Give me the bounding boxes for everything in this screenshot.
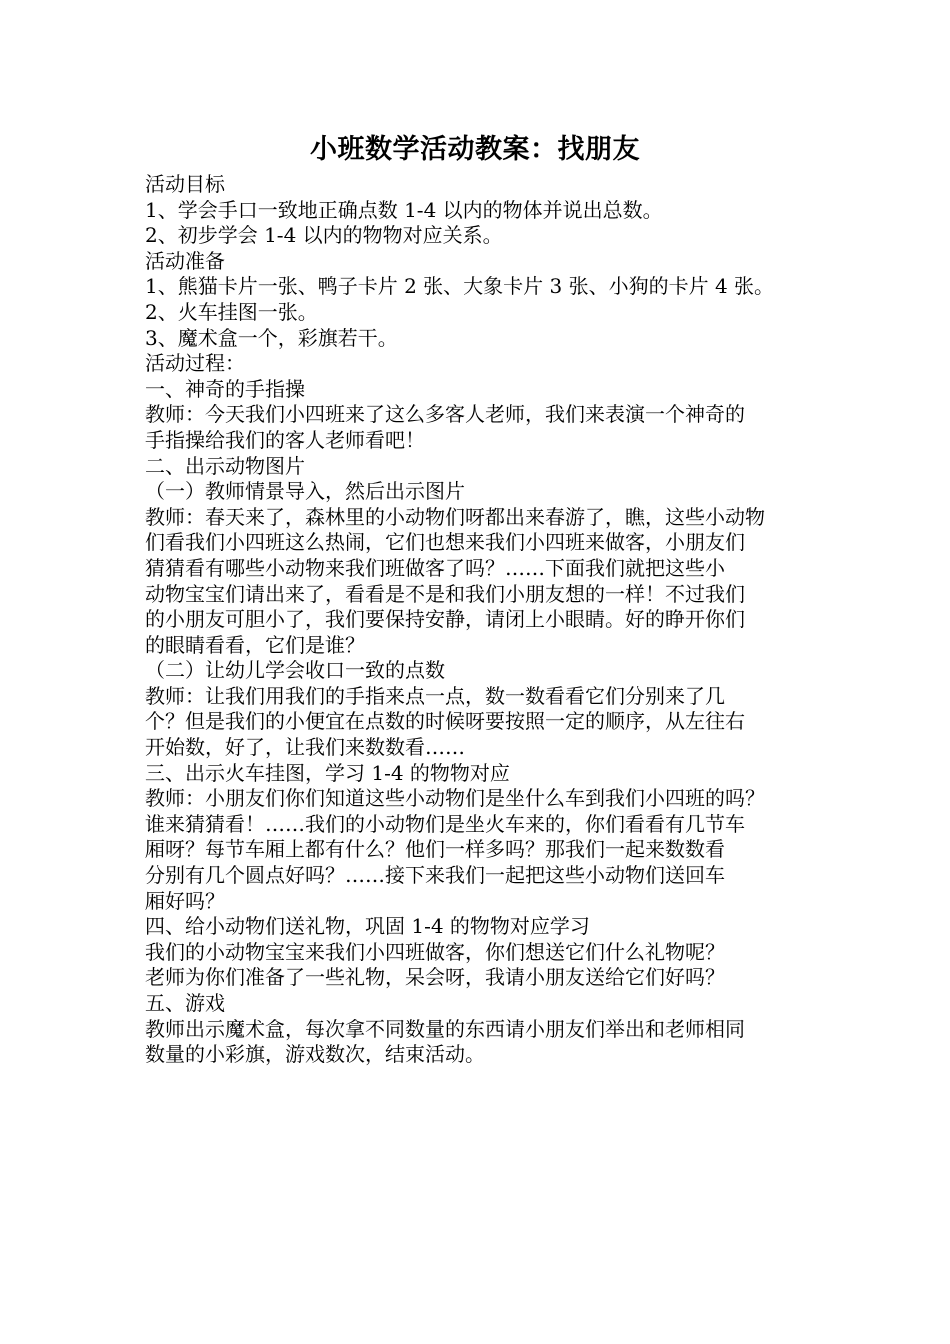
paragraph-line: 动物宝宝们请出来了，看看是不是和我们小朋友想的一样！不过我们	[145, 581, 745, 606]
paragraph-line: 2、火车挂图一张。	[145, 299, 318, 324]
paragraph-line: 手指操给我们的客人老师看吧！	[145, 427, 425, 452]
paragraph-line: 我们的小动物宝宝来我们小四班做客，你们想送它们什么礼物呢？	[145, 939, 725, 964]
paragraph-line: 谁来猜猜看！……我们的小动物们是坐火车来的，你们看看有几节车	[145, 811, 745, 836]
paragraph-line: 教师出示魔术盒，每次拿不同数量的东西请小朋友们举出和老师相同	[145, 1016, 745, 1041]
subsection-heading: 二、出示动物图片	[145, 453, 305, 478]
section-heading-preparation: 活动准备	[145, 248, 225, 273]
paragraph-line: 厢好吗？	[145, 888, 225, 913]
document-title: 小班数学活动教案：找朋友	[310, 134, 640, 165]
section-heading-goals: 活动目标	[145, 172, 225, 196]
paragraph-line: 猜猜看有哪些小动物来我们班做客了吗？……下面我们就把这些小	[145, 555, 725, 580]
subsection-heading: （二）让幼儿学会收口一致的点数	[145, 658, 445, 683]
paragraph-line: 数量的小彩旗，游戏数次，结束活动。	[145, 1042, 485, 1067]
paragraph-line: 1、学会手口一致地正确点数 1-4 以内的物体并说出总数。	[145, 197, 663, 222]
paragraph-line: 1、熊猫卡片一张、鸭子卡片 2 张、大象卡片 3 张、小狗的卡片 4 张。	[145, 274, 775, 299]
subsection-heading: 三、出示火车挂图，学习 1-4 的物物对应	[145, 760, 510, 785]
paragraph-line: 的小朋友可胆小了，我们要保持安静，请闭上小眼睛。好的睁开你们	[145, 607, 745, 632]
paragraph-line: 教师：小朋友们你们知道这些小动物们是坐什么车到我们小四班的吗？	[145, 786, 765, 811]
document-body	[145, 172, 845, 1068]
subsection-heading: （一）教师情景导入，然后出示图片	[145, 479, 465, 504]
paragraph-line: 教师：春天来了，森林里的小动物们呀都出来春游了，瞧，这些小动物	[145, 504, 765, 529]
paragraph-line: 3、魔术盒一个，彩旗若干。	[145, 325, 398, 350]
paragraph-line: 开始数，好了，让我们来数数看……	[145, 735, 465, 760]
paragraph-line: 个？但是我们的小便宜在点数的时候呀要按照一定的顺序，从左往右	[145, 709, 745, 734]
subsection-heading: 一、神奇的手指操	[145, 376, 305, 401]
paragraph-line: 分别有几个圆点好吗？……接下来我们一起把这些小动物们送回车	[145, 863, 725, 888]
paragraph-line: 教师：今天我们小四班来了这么多客人老师，我们来表演一个神奇的	[145, 402, 745, 427]
paragraph-line: 教师：让我们用我们的手指来点一点，数一数看看它们分别来了几	[145, 683, 725, 708]
paragraph-line: 2、初步学会 1-4 以内的物物对应关系。	[145, 223, 503, 248]
paragraph-line: 厢呀？每节车厢上都有什么？他们一样多吗？那我们一起来数数看	[145, 837, 725, 862]
paragraph-line: 们看我们小四班这么热闹，它们也想来我们小四班来做客，小朋友们	[145, 530, 745, 555]
section-heading-process: 活动过程：	[145, 351, 245, 376]
paragraph-line: 的眼睛看看，它们是谁？	[145, 632, 365, 657]
subsection-heading: 四、给小动物们送礼物，巩固 1-4 的物物对应学习	[145, 914, 590, 939]
subsection-heading: 五、游戏	[145, 991, 225, 1015]
paragraph-line: 老师为你们准备了一些礼物，呆会呀，我请小朋友送给它们好吗？	[145, 965, 725, 990]
